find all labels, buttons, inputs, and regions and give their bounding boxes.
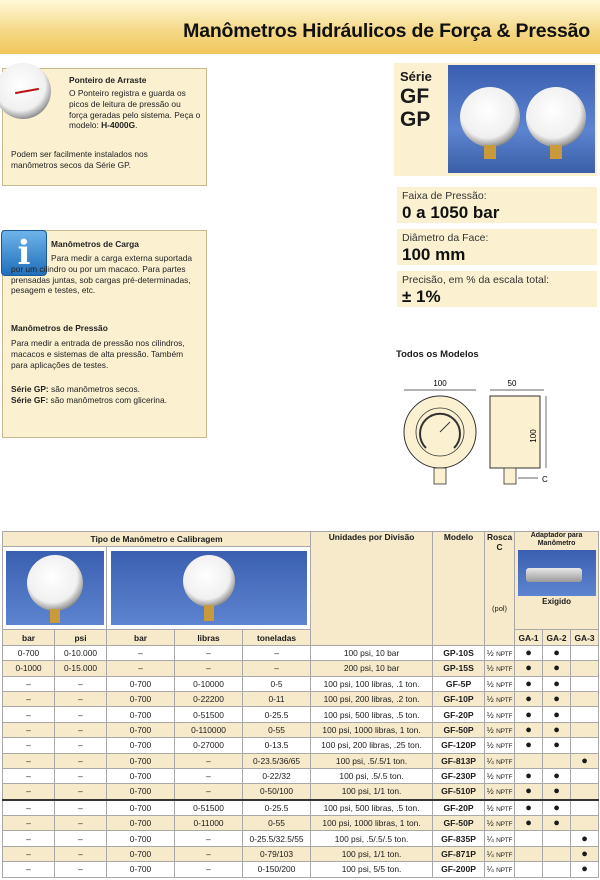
- cell-c1: –: [3, 816, 55, 831]
- cell-ga2: [543, 753, 571, 768]
- cell-c3: 0-700: [107, 691, 175, 706]
- thread-nptf: NPTF: [496, 774, 513, 782]
- gp-series-text: são manômetros secos.: [48, 384, 140, 394]
- table-row: [3, 738, 599, 753]
- cell-ga1: ●: [515, 707, 543, 722]
- cell-c3: 0-700: [107, 738, 175, 753]
- cell-ga1: ●: [515, 784, 543, 800]
- drag-pointer-panel: [2, 68, 207, 186]
- thread-size: ¼: [486, 864, 494, 875]
- cell-c4: –: [175, 862, 243, 877]
- series-photo: [448, 65, 595, 173]
- gp-photo-cell: [3, 547, 107, 630]
- header-type: Tipo de Manômetro e Calibragem: [3, 532, 311, 547]
- cell-thread: [485, 645, 515, 660]
- cell-units: 100 psi, .5/.5/1 ton.: [311, 753, 433, 768]
- gp-series-note: [11, 384, 201, 395]
- series-label: Série: [400, 69, 432, 84]
- cell-c3: 0-700: [107, 831, 175, 846]
- cell-c3: –: [107, 661, 175, 676]
- cell-c5: –: [243, 645, 311, 660]
- cell-thread: [485, 753, 515, 768]
- cell-ga1: [515, 753, 543, 768]
- thread-size: ½: [486, 724, 494, 735]
- table-row: [3, 768, 599, 783]
- cell-c5: 0-79/103: [243, 846, 311, 861]
- thread-nptf: NPTF: [496, 650, 513, 658]
- cell-c3: 0-700: [107, 846, 175, 861]
- pressure-gauges-body: Para medir a entrada de pressão nos cilindros, macacos e sistemas de alta pressão. Também para aplicações de testes.: [11, 338, 185, 370]
- cell-units: 100 psi, 100 libras, .1 ton.: [311, 676, 433, 691]
- cell-c2: –: [55, 722, 107, 737]
- cell-ga2: ●: [543, 645, 571, 660]
- cell-c4: 0-11000: [175, 816, 243, 831]
- cell-c1: –: [3, 691, 55, 706]
- col-pounds: libras: [175, 630, 243, 645]
- cell-c1: –: [3, 753, 55, 768]
- table-row: [3, 753, 599, 768]
- cell-c5: 0-50/100: [243, 784, 311, 800]
- cell-units: 100 psi, 200 libras, .2 ton.: [311, 691, 433, 706]
- col-ga2: GA-2: [543, 630, 571, 645]
- cell-model: GP-15S: [433, 661, 485, 676]
- cell-c3: 0-700: [107, 676, 175, 691]
- cell-ga1: [515, 831, 543, 846]
- spec-accuracy: [397, 271, 597, 307]
- header-adapter: [515, 532, 599, 630]
- spec-face-value: 100 mm: [402, 245, 466, 264]
- drag-pointer-title: Ponteiro de Arraste: [69, 75, 147, 85]
- cell-c5: 0-13.5: [243, 738, 311, 753]
- cell-model: GF-20P: [433, 707, 485, 722]
- cell-ga3: [571, 645, 599, 660]
- thread-size: ½: [486, 694, 494, 705]
- cell-c2: –: [55, 831, 107, 846]
- cell-model: GF-5P: [433, 676, 485, 691]
- cell-model: GF-50P: [433, 722, 485, 737]
- cell-c5: –: [243, 661, 311, 676]
- spec-accuracy-value: ± 1%: [402, 287, 441, 306]
- cell-c2: –: [55, 816, 107, 831]
- cell-model: GF-120P: [433, 738, 485, 753]
- thread-nptf: NPTF: [496, 727, 513, 735]
- cell-units: 100 psi, .5/.5/.5 ton.: [311, 831, 433, 846]
- thread-nptf: NPTF: [496, 867, 513, 875]
- cell-ga1: ●: [515, 676, 543, 691]
- gf-series-note: [11, 395, 201, 406]
- cell-c2: 0-15.000: [55, 661, 107, 676]
- cell-ga1: ●: [515, 722, 543, 737]
- cell-ga3: [571, 800, 599, 816]
- thread-nptf: NPTF: [496, 712, 513, 720]
- table-row: [3, 676, 599, 691]
- cell-c1: –: [3, 707, 55, 722]
- cell-ga2: ●: [543, 691, 571, 706]
- cell-c4: –: [175, 661, 243, 676]
- gf-gauge-image: [460, 87, 520, 147]
- cell-units: 100 psi, 1/1 ton.: [311, 784, 433, 800]
- gf-photo: [111, 551, 307, 625]
- thread-size: ¼: [486, 849, 494, 860]
- cell-units: 100 psi, .5/.5 ton.: [311, 768, 433, 783]
- cell-thread: [485, 831, 515, 846]
- cell-c5: 0-150/200: [243, 862, 311, 877]
- load-gauges-title: Manômetros de Carga: [51, 239, 139, 249]
- cell-ga3: ●: [571, 846, 599, 861]
- cell-ga3: [571, 816, 599, 831]
- info-icon: i: [1, 230, 47, 276]
- cell-c4: –: [175, 831, 243, 846]
- cell-c4: –: [175, 768, 243, 783]
- cell-c3: 0-700: [107, 816, 175, 831]
- drawing-title: Todos os Modelos: [396, 349, 479, 360]
- table-row: [3, 846, 599, 861]
- cell-thread: [485, 738, 515, 753]
- cell-c2: 0-10.000: [55, 645, 107, 660]
- cell-c1: –: [3, 738, 55, 753]
- cell-c3: 0-700: [107, 862, 175, 877]
- gauge-table: [2, 531, 599, 878]
- cell-units: 200 psi, 10 bar: [311, 661, 433, 676]
- cell-ga1: ●: [515, 645, 543, 660]
- cell-ga1: ●: [515, 691, 543, 706]
- cell-c4: 0-22200: [175, 691, 243, 706]
- dim-height-label: 100: [529, 429, 538, 443]
- cell-c2: –: [55, 707, 107, 722]
- cell-thread: [485, 768, 515, 783]
- header-units: Unidades por Divisão: [311, 532, 433, 646]
- col-psi: psi: [55, 630, 107, 645]
- series-gf: GF: [400, 85, 430, 108]
- cell-units: 100 psi, 1/1 ton.: [311, 846, 433, 861]
- cell-c2: –: [55, 676, 107, 691]
- cell-model: GF-510P: [433, 784, 485, 800]
- cell-c1: –: [3, 722, 55, 737]
- drag-pointer-gauge-image: [0, 63, 51, 119]
- cell-c1: –: [3, 800, 55, 816]
- cell-c3: 0-700: [107, 800, 175, 816]
- table-row: [3, 831, 599, 846]
- col-ga1: GA-1: [515, 630, 543, 645]
- cell-ga3: [571, 784, 599, 800]
- thread-nptf: NPTF: [496, 758, 513, 766]
- thread-nptf: NPTF: [496, 789, 513, 797]
- cell-units: 100 psi, 200 libras, .25 ton.: [311, 738, 433, 753]
- cell-c4: 0-10000: [175, 676, 243, 691]
- cell-c2: –: [55, 768, 107, 783]
- pressure-gauges-title: Manômetros de Pressão: [11, 323, 108, 333]
- cell-c4: 0-110000: [175, 722, 243, 737]
- cell-ga3: [571, 722, 599, 737]
- cell-c2: –: [55, 784, 107, 800]
- table-row: [3, 661, 599, 676]
- cell-c2: –: [55, 846, 107, 861]
- thread-nptf: NPTF: [496, 836, 513, 844]
- cell-c4: –: [175, 753, 243, 768]
- spec-pressure-range: [397, 187, 597, 223]
- cell-ga2: ●: [543, 816, 571, 831]
- cell-units: 100 psi, 500 libras, .5 ton.: [311, 707, 433, 722]
- page-header: [0, 0, 600, 54]
- cell-model: GF-10P: [433, 691, 485, 706]
- thread-size: ½: [486, 678, 494, 689]
- cell-ga2: ●: [543, 676, 571, 691]
- cell-c3: 0-700: [107, 707, 175, 722]
- cell-c4: 0-51500: [175, 707, 243, 722]
- gp-series-label: Série GP:: [11, 384, 49, 394]
- drag-pointer-model: H-4000G: [101, 120, 136, 131]
- cell-c5: 0-55: [243, 722, 311, 737]
- cell-c1: –: [3, 676, 55, 691]
- thread-size: ½: [486, 802, 494, 813]
- header-thread: [485, 532, 515, 646]
- header-thread-unit: (pol): [492, 604, 508, 613]
- thread-nptf: NPTF: [496, 681, 513, 689]
- info-panel: [2, 230, 207, 438]
- cell-c5: 0-11: [243, 691, 311, 706]
- spec-accuracy-label: Precisão, em % da escala total:: [402, 274, 550, 286]
- cell-c4: –: [175, 846, 243, 861]
- gp-gauge-stem: [550, 145, 562, 159]
- thread-size: ½: [486, 771, 494, 782]
- cell-c3: 0-700: [107, 753, 175, 768]
- header-thread-label: Rosca: [486, 532, 513, 542]
- cell-ga1: [515, 862, 543, 877]
- cell-c1: –: [3, 831, 55, 846]
- gauge-stem: [434, 468, 446, 484]
- thread-nptf: NPTF: [496, 852, 513, 860]
- cell-ga2: ●: [543, 738, 571, 753]
- cell-units: 100 psi, 500 libras, .5 ton.: [311, 800, 433, 816]
- table-body: [3, 645, 599, 877]
- cell-thread: [485, 784, 515, 800]
- cell-c1: 0-1000: [3, 661, 55, 676]
- cell-thread: [485, 722, 515, 737]
- cell-ga1: ●: [515, 768, 543, 783]
- series-gp: GP: [400, 108, 431, 131]
- thread-nptf: NPTF: [496, 666, 513, 674]
- cell-model: GF-50P: [433, 816, 485, 831]
- cell-units: 100 psi, 5/5 ton.: [311, 862, 433, 877]
- cell-model: GF-835P: [433, 831, 485, 846]
- header-model: Modelo: [433, 532, 485, 646]
- cell-ga1: ●: [515, 738, 543, 753]
- cell-model: GF-200P: [433, 862, 485, 877]
- cell-model: GP-10S: [433, 645, 485, 660]
- cell-thread: [485, 800, 515, 816]
- dim-c-label: C: [542, 475, 548, 484]
- cell-ga3: [571, 691, 599, 706]
- dimension-drawing: [396, 370, 596, 500]
- cell-c4: –: [175, 784, 243, 800]
- thread-size: ½: [486, 818, 494, 829]
- table-row: [3, 645, 599, 660]
- cell-ga3: ●: [571, 753, 599, 768]
- cell-c2: –: [55, 738, 107, 753]
- cell-ga2: ●: [543, 800, 571, 816]
- cell-c5: 0-5: [243, 676, 311, 691]
- cell-c3: –: [107, 645, 175, 660]
- cell-model: GF-871P: [433, 846, 485, 861]
- cell-c5: 0-25.5: [243, 800, 311, 816]
- cell-c4: –: [175, 645, 243, 660]
- gf-series-label: Série GF:: [11, 395, 49, 405]
- drag-pointer-text-end: .: [135, 120, 138, 131]
- table-row: [3, 862, 599, 877]
- cell-c3: 0-700: [107, 768, 175, 783]
- cell-ga3: [571, 738, 599, 753]
- cell-c5: 0-22/32: [243, 768, 311, 783]
- page-title: Manômetros Hidráulicos de Força & Pressão: [183, 20, 590, 42]
- col-ga3: GA-3: [571, 630, 599, 645]
- cell-c1: 0-700: [3, 645, 55, 660]
- cell-ga2: ●: [543, 661, 571, 676]
- cell-ga3: [571, 661, 599, 676]
- thread-size: ½: [486, 663, 494, 674]
- spec-pressure-value: 0 a 1050 bar: [402, 203, 500, 222]
- table-row: [3, 816, 599, 831]
- cell-ga1: [515, 846, 543, 861]
- header-thread-c: C: [496, 542, 503, 552]
- cell-ga2: [543, 862, 571, 877]
- cell-c5: 0-23.5/36/65: [243, 753, 311, 768]
- cell-c1: –: [3, 846, 55, 861]
- table-row: [3, 800, 599, 816]
- cell-thread: [485, 846, 515, 861]
- cell-thread: [485, 816, 515, 831]
- spec-face-label: Diâmetro da Face:: [402, 232, 489, 244]
- dim-depth-label: 50: [507, 379, 517, 388]
- adapter-photo: [518, 550, 596, 596]
- cell-ga1: ●: [515, 816, 543, 831]
- cell-model: GF-20P: [433, 800, 485, 816]
- drag-pointer-body: [69, 88, 201, 131]
- cell-ga2: ●: [543, 768, 571, 783]
- cell-ga3: [571, 676, 599, 691]
- cell-ga3: ●: [571, 862, 599, 877]
- cell-thread: [485, 862, 515, 877]
- gauge-needle-icon: [15, 88, 39, 94]
- cell-c2: –: [55, 691, 107, 706]
- cell-units: 100 psi, 1000 libras, 1 ton.: [311, 816, 433, 831]
- cell-ga1: ●: [515, 800, 543, 816]
- dim-width-label: 100: [433, 379, 447, 388]
- gp-photo: [6, 551, 104, 625]
- cell-c1: –: [3, 768, 55, 783]
- cell-ga2: [543, 831, 571, 846]
- cell-ga3: [571, 707, 599, 722]
- spec-pressure-label: Faixa de Pressão:: [402, 190, 487, 202]
- series-box: [394, 63, 597, 176]
- cell-ga1: ●: [515, 661, 543, 676]
- cell-ga2: ●: [543, 722, 571, 737]
- table-row: [3, 722, 599, 737]
- thread-size: ½: [486, 709, 494, 720]
- thread-nptf: NPTF: [496, 743, 513, 751]
- cell-ga2: ●: [543, 707, 571, 722]
- load-gauges-body: Para medir a carga externa suportada por um cilindro ou por um macaco. Para partes prensadas juntas, sob cargas pré-determinadas, pesagem e testes, etc.: [11, 253, 193, 296]
- drag-pointer-text: O Ponteiro registra e guarda os picos de leitura de pressão ou força geradas pelo sistema. Peça o modelo:: [69, 88, 201, 131]
- thread-nptf: NPTF: [496, 697, 513, 705]
- cell-c5: 0-25.5/32.5/55: [243, 831, 311, 846]
- cell-model: GF-230P: [433, 768, 485, 783]
- table-row: [3, 691, 599, 706]
- drag-pointer-note: Podem ser facilmente instalados nos manômetros secos da Série GP.: [11, 149, 148, 170]
- cell-c1: –: [3, 862, 55, 877]
- cell-c4: 0-27000: [175, 738, 243, 753]
- spec-face-diameter: [397, 229, 597, 265]
- cell-model: GF-813P: [433, 753, 485, 768]
- thread-nptf: NPTF: [496, 805, 513, 813]
- col-tons: toneladas: [243, 630, 311, 645]
- header-adapter-label: Adaptador para Manômetro: [530, 532, 583, 547]
- thread-size: ¼: [486, 755, 494, 766]
- cell-ga3: [571, 768, 599, 783]
- thread-size: ½: [486, 647, 494, 658]
- cell-thread: [485, 676, 515, 691]
- table-row: [3, 707, 599, 722]
- cell-thread: [485, 691, 515, 706]
- gp-gauge-image: [526, 87, 586, 147]
- thread-nptf: NPTF: [496, 821, 513, 829]
- cell-thread: [485, 707, 515, 722]
- col-bar-1: bar: [3, 630, 55, 645]
- cell-c5: 0-55: [243, 816, 311, 831]
- cell-c3: 0-700: [107, 722, 175, 737]
- side-view-stem: [504, 468, 516, 484]
- cell-thread: [485, 661, 515, 676]
- cell-units: 100 psi, 10 bar: [311, 645, 433, 660]
- thread-size: ½: [486, 740, 494, 751]
- cell-c2: –: [55, 800, 107, 816]
- cell-units: 100 psi, 1000 libras, 1 ton.: [311, 722, 433, 737]
- header-required: Exigido: [542, 597, 571, 606]
- thread-size: ¼: [486, 833, 494, 844]
- cell-c3: 0-700: [107, 784, 175, 800]
- table-row: [3, 784, 599, 800]
- thread-size: ½: [486, 786, 494, 797]
- cell-ga3: ●: [571, 831, 599, 846]
- cell-c4: 0-51500: [175, 800, 243, 816]
- gf-photo-cell: [107, 547, 311, 630]
- cell-c5: 0-25.5: [243, 707, 311, 722]
- cell-c2: –: [55, 862, 107, 877]
- cell-ga2: [543, 846, 571, 861]
- cell-ga2: ●: [543, 784, 571, 800]
- cell-c1: –: [3, 784, 55, 800]
- gf-gauge-stem: [484, 145, 496, 159]
- col-bar-2: bar: [107, 630, 175, 645]
- gf-series-text: são manômetros com glicerina.: [48, 395, 167, 405]
- cell-c2: –: [55, 753, 107, 768]
